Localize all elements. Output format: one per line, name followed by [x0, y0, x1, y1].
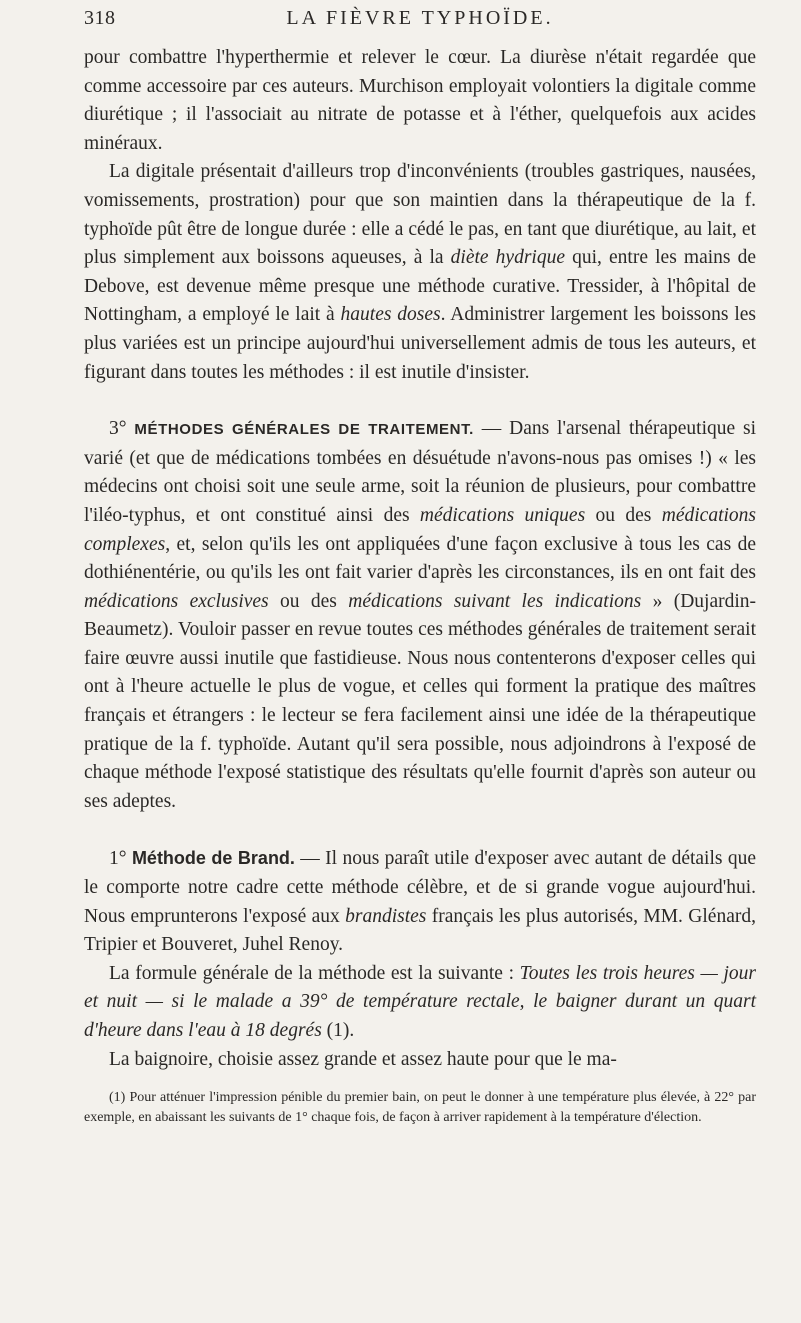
- paragraph-2-text-a: La digitale présentait d'ailleurs trop d'inconvénients (troubles gastriques, nausées, vomissements, prostration) pour que son maintien dans la thérapeutique de la f. typhoïde pût être de longue durée : elle a cédé le pas, en tant que diurétique, au lait, et plus simplement aux boissons aqueuses, à la: [84, 161, 756, 269]
- section-3-heading: MÉTHODES GÉNÉRALES DE TRAITEMENT.: [134, 421, 474, 439]
- section-gap: [84, 816, 756, 844]
- italic-medications-uniques: médications uniques: [419, 504, 586, 526]
- paragraph-2-text-c: qui, entre les mains de Debove, est devenue même presque une méthode curative. Tressider, à l'hôpital de Nottingham, a employé le lait à: [84, 247, 756, 326]
- italic-formula: Toutes les trois heures — jour et nuit — si le malade a 39° de température rectale, le baigner durant un quart d'heure dans l'eau à 18 degrés: [84, 962, 756, 1041]
- subsection-1-heading: Méthode de Brand.: [131, 848, 295, 869]
- paragraph-3-text-g: ou des: [268, 590, 349, 612]
- paragraph-5: [84, 960, 756, 1046]
- italic-medications-exclusives: médications exclusives: [84, 590, 269, 612]
- paragraph-4-text-c: français les plus autorisés, MM. Glénard, Tripier et Bouveret, Juhel Renoy.: [84, 905, 756, 956]
- paragraph-1: [84, 44, 756, 158]
- footnote-ref: (1).: [321, 1020, 355, 1041]
- footnote: (1) Pour atténuer l'impression pénible du premier bain, on peut le donner à une température plus élevée, à 22° par exemple, en abaissant les suivants de 1° chaque fois, de façon à arriver rapidement à la température d'élection.: [84, 1090, 756, 1126]
- paragraph-5-text-a: La formule générale de la méthode est la suivante :: [109, 962, 520, 984]
- paragraph-2-text-e: . Administrer largement les boissons les plus variées est un principe aujourd'hui universellement admis de tous les auteurs, et figurant dans toutes les méthodes : il est inutile d'insister.: [84, 304, 756, 383]
- paragraph-3-text-a: — Dans l'arsenal thérapeutique si varié (et que de médications tombées en désuétude n'avons-nous pas omises !) « les médecins ont choisi soit une seule arme, soit la réunion de plusieurs, pour combattre l'iléo-typhus, et ont constitué ainsi des: [84, 418, 756, 526]
- paragraph-6-text: La baignoire, choisie assez grande et assez haute pour que le ma-: [109, 1048, 617, 1070]
- italic-brandistes: brandistes: [345, 905, 427, 927]
- subsection-1-number: 1°: [109, 848, 127, 870]
- paragraph-3-text-e: , et, selon qu'ils les ont appliquées d'une façon exclusive à tous les cas de dothiénentérie, ou qu'ils les ont fait varier d'après les circonstances, ils en ont fait des: [84, 533, 756, 584]
- paragraph-2: [84, 158, 756, 387]
- paragraph-6: [84, 1046, 756, 1075]
- running-title: LA FIÈVRE TYPHOÏDE.: [286, 7, 554, 29]
- paragraph-3: [84, 415, 756, 816]
- section-3-number: 3°: [109, 418, 127, 440]
- section-gap: [84, 387, 756, 415]
- italic-diete-hydrique: diète hydrique: [450, 247, 565, 269]
- paragraph-4: [84, 844, 756, 959]
- italic-medications-suivant: médications suivant les indications: [348, 590, 642, 612]
- paragraph-3-text-i: » (Dujardin-Beaumetz). Vouloir passer en revue toutes ces méthodes générales de traitement serait faire œuvre aussi inutile que fastidieuse. Nous nous contenterons d'exposer celles qui ont à l'heure actuelle le plus de vogue, et celles qui forment la pratique des maîtres français et étrangers : le lecteur se fera facilement ainsi une idée de la thérapeutique pratique de la f. typhoïde. Autant qu'il sera possible, nous adjoindrons à l'exposé de chaque méthode l'exposé statistique des résultats qu'elle fournit d'après son auteur ou ses adeptes.: [84, 590, 756, 812]
- page-number: 318: [84, 7, 116, 29]
- italic-hautes-doses: hautes doses: [340, 304, 441, 326]
- italic-medications-complexes: médications complexes: [84, 504, 756, 555]
- paragraph-4-text-a: — Il nous paraît utile d'exposer avec autant de détails que le comporte notre cadre cette méthode célèbre, et de si grande vogue aujourd'hui. Nous emprunterons l'exposé aux: [84, 848, 757, 927]
- body-text: [84, 44, 756, 1128]
- paragraph-1-text: pour combattre l'hyperthermie et relever le cœur. La diurèse n'était regardée que comme accessoire par ces auteurs. Murchison employait volontiers la digitale comme diurétique ; il l'associait au nitrate de potasse et à l'éther, quelquefois aux acides minéraux.: [84, 47, 756, 154]
- running-head: [84, 3, 756, 33]
- paragraph-3-text-c: ou des: [585, 504, 662, 526]
